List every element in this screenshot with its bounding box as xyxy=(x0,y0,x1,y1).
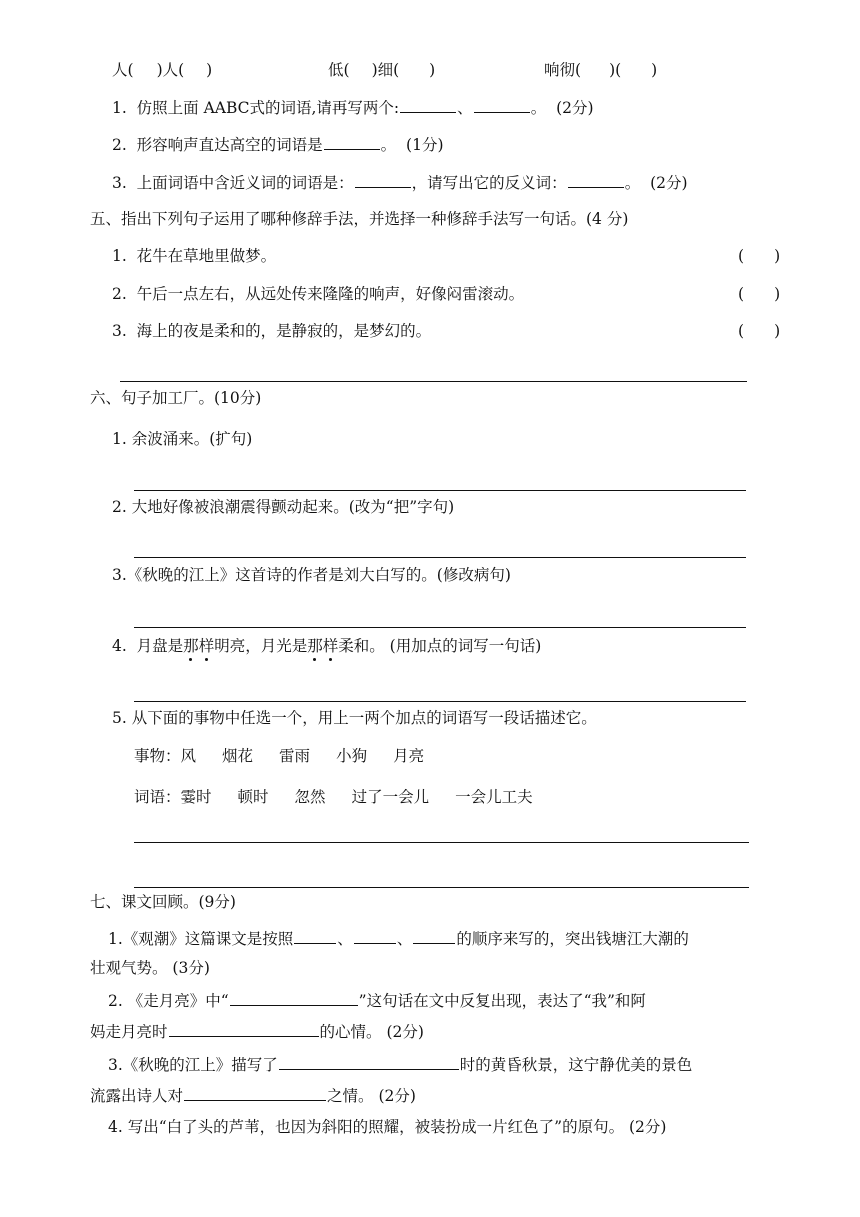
answer-blank[interactable] xyxy=(169,1021,319,1037)
s7-q2-line1: 2. 《走月亮》中“ ”这句话在文中反复出现，表达了“我”和阿 xyxy=(108,992,646,1010)
top-group-3: 响彻( )( ) xyxy=(544,61,658,79)
section-5-title: 五、指出下列句子运用了哪种修辞手法，并选择一种修辞手法写一句话。(4 分) xyxy=(90,210,629,228)
s6-q3: 3.《秋晚的江上》这首诗的作者是刘大白写的。(修改病句) xyxy=(112,566,511,584)
s4-q2: 2. 形容响声直达高空的词语是 。 (1分) xyxy=(112,136,444,154)
s5-item-3: 3. 海上的夜是柔和的，是静寂的，是梦幻的。 xyxy=(112,322,432,340)
section-7-title: 七、课文回顾。(9分) xyxy=(90,893,236,911)
answer-blank[interactable] xyxy=(230,990,358,1006)
s6-q4: 4. 月盘是那样明亮，月光是那样柔和。 (用加点的词写一句话) xyxy=(112,637,542,655)
answer-blank[interactable] xyxy=(400,97,456,113)
answer-line[interactable] xyxy=(120,381,747,382)
answer-line[interactable] xyxy=(134,490,746,491)
answer-line[interactable] xyxy=(134,887,749,888)
s4-q1: 1. 仿照上面 AABC式的词语,请再写两个: 、 。 (2分) xyxy=(112,99,594,117)
answer-paren[interactable]: ( ) xyxy=(738,322,781,340)
answer-blank[interactable] xyxy=(184,1085,326,1101)
answer-line[interactable] xyxy=(134,557,746,558)
s7-q3-line2: 流露出诗人对 之情。 (2分) xyxy=(90,1087,416,1105)
answer-line[interactable] xyxy=(134,842,749,843)
s4-q3: 3. 上面词语中含近义词的词语是： ，请写出它的反义词： 。 (2分) xyxy=(112,174,688,192)
s7-q4: 4. 写出“白了头的芦苇，也因为斜阳的照耀，被装扮成一片红色了”的原句。 (2分) xyxy=(108,1118,667,1136)
s7-q2-line2: 妈走月亮时 的心情。 (2分) xyxy=(90,1023,424,1041)
s6-things: 事物：风 烟花 雷雨 小狗 月亮 xyxy=(134,747,425,765)
s7-q1-line1: 1.《观潮》这篇课文是按照 、 、 的顺序来写的，突出钱塘江大潮的 xyxy=(108,930,689,948)
s7-q1-line2: 壮观气势。 (3分) xyxy=(90,959,210,977)
answer-blank[interactable] xyxy=(413,928,455,944)
answer-blank[interactable] xyxy=(568,172,624,188)
s7-q3-line1: 3.《秋晚的江上》描写了 时的黄昏秋景，这宁静优美的景色 xyxy=(108,1056,693,1074)
top-group-1: 人( )人( ) xyxy=(112,61,213,79)
answer-blank[interactable] xyxy=(355,172,411,188)
answer-blank[interactable] xyxy=(474,97,530,113)
answer-paren[interactable]: ( ) xyxy=(738,247,781,265)
s6-words: 词语：霎时 顿时 忽然 过了一会儿 一会儿工夫 xyxy=(134,788,533,806)
top-group-2: 低( )细( ) xyxy=(328,61,436,79)
answer-blank[interactable] xyxy=(294,928,336,944)
answer-blank[interactable] xyxy=(279,1054,459,1070)
section-6-title: 六、句子加工厂。(10分) xyxy=(90,389,262,407)
answer-blank[interactable] xyxy=(324,134,380,150)
s6-q5: 5. 从下面的事物中任选一个，用上一两个加点的词语写一段话描述它。 xyxy=(112,709,597,727)
s5-item-2: 2. 午后一点左右，从远处传来隆隆的响声，好像闷雷滚动。 xyxy=(112,285,525,303)
s5-item-1: 1. 花牛在草地里做梦。 xyxy=(112,247,277,265)
s6-q2: 2. 大地好像被浪潮震得颤动起来。(改为“把”字句) xyxy=(112,498,455,516)
answer-line[interactable] xyxy=(134,627,746,628)
answer-paren[interactable]: ( ) xyxy=(738,285,781,303)
s6-q1: 1. 余波涌来。(扩句) xyxy=(112,430,253,448)
answer-line[interactable] xyxy=(134,701,746,702)
answer-blank[interactable] xyxy=(354,928,396,944)
